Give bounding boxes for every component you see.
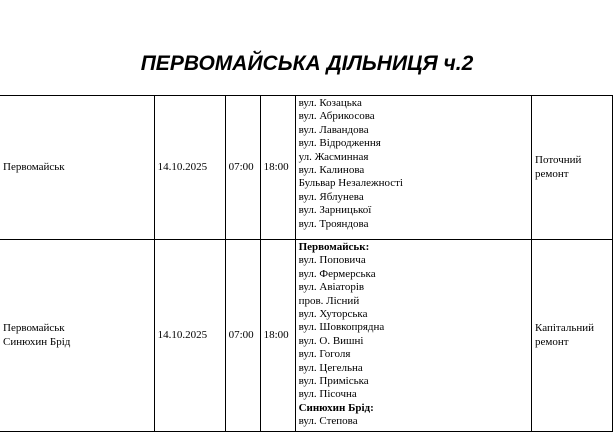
street-group-heading: Первомайськ: bbox=[298, 241, 370, 253]
street-item: ул. Жасминная bbox=[298, 150, 369, 163]
settlement-name: Синюхин Брід bbox=[3, 335, 71, 348]
work-type-text: ремонт bbox=[535, 335, 569, 348]
settlement-name: Первомайськ bbox=[3, 160, 65, 173]
date-cell: 14.10.2025 bbox=[154, 96, 225, 240]
work-type-text: Капітальний bbox=[535, 322, 594, 335]
street-item: Бульвар Незалежності bbox=[298, 177, 403, 190]
schedule-table-body bbox=[0, 96, 613, 432]
street-item: вул. Поповича bbox=[298, 254, 366, 267]
street-item: вул. Гоголя bbox=[298, 348, 351, 361]
street-item: вул. Яблунева bbox=[298, 190, 364, 203]
street-item: вул. Авіаторів bbox=[298, 281, 365, 294]
street-item: вул. Калинова bbox=[298, 164, 365, 177]
date-cell: 14.10.2025 bbox=[154, 240, 225, 432]
street-item: вул. Приміська bbox=[298, 375, 369, 388]
street-item: вул. Фермерська bbox=[298, 267, 376, 280]
street-item: вул. Лавандова bbox=[298, 123, 369, 136]
street-item: вул. Шовкопрядна bbox=[298, 321, 385, 334]
street-item: вул. Трояндова bbox=[298, 217, 369, 230]
street-item: вул. Пісочна bbox=[298, 388, 357, 401]
page-title: ПЕРВОМАЙСЬКА ДІЛЬНИЦЯ ч.2 bbox=[140, 52, 474, 75]
work-type-text: Поточний bbox=[535, 154, 582, 167]
streets-cell bbox=[295, 240, 531, 432]
street-item: пров. Лісний bbox=[298, 294, 360, 307]
settlement-name: Первомайськ bbox=[3, 322, 65, 335]
work-type-cell bbox=[532, 240, 613, 432]
settlement-cell bbox=[0, 96, 154, 240]
outage-schedule-table bbox=[0, 95, 613, 432]
streets-cell bbox=[295, 96, 531, 240]
start-time-cell: 07:00 bbox=[225, 96, 260, 240]
street-item: вул. Хуторська bbox=[298, 308, 368, 321]
table-row bbox=[0, 96, 613, 240]
street-item: вул. О. Вишні bbox=[298, 334, 364, 347]
start-time-cell: 07:00 bbox=[225, 240, 260, 432]
street-item: вул. Степова bbox=[298, 415, 358, 428]
work-type-text: ремонт bbox=[535, 167, 569, 180]
table-row bbox=[0, 240, 613, 432]
settlement-cell bbox=[0, 240, 154, 432]
end-time-cell: 18:00 bbox=[260, 240, 295, 432]
end-time-cell: 18:00 bbox=[260, 96, 295, 240]
work-type-cell bbox=[532, 96, 613, 240]
street-item: вул. Відродження bbox=[298, 137, 381, 150]
street-item: вул. Абрикосова bbox=[298, 110, 375, 123]
street-item: вул. Козацька bbox=[298, 97, 362, 109]
street-item: вул. Зарницької bbox=[298, 204, 372, 217]
street-item: вул. Цегельна bbox=[298, 361, 363, 374]
street-group-heading: Синюхин Брід: bbox=[298, 401, 374, 414]
